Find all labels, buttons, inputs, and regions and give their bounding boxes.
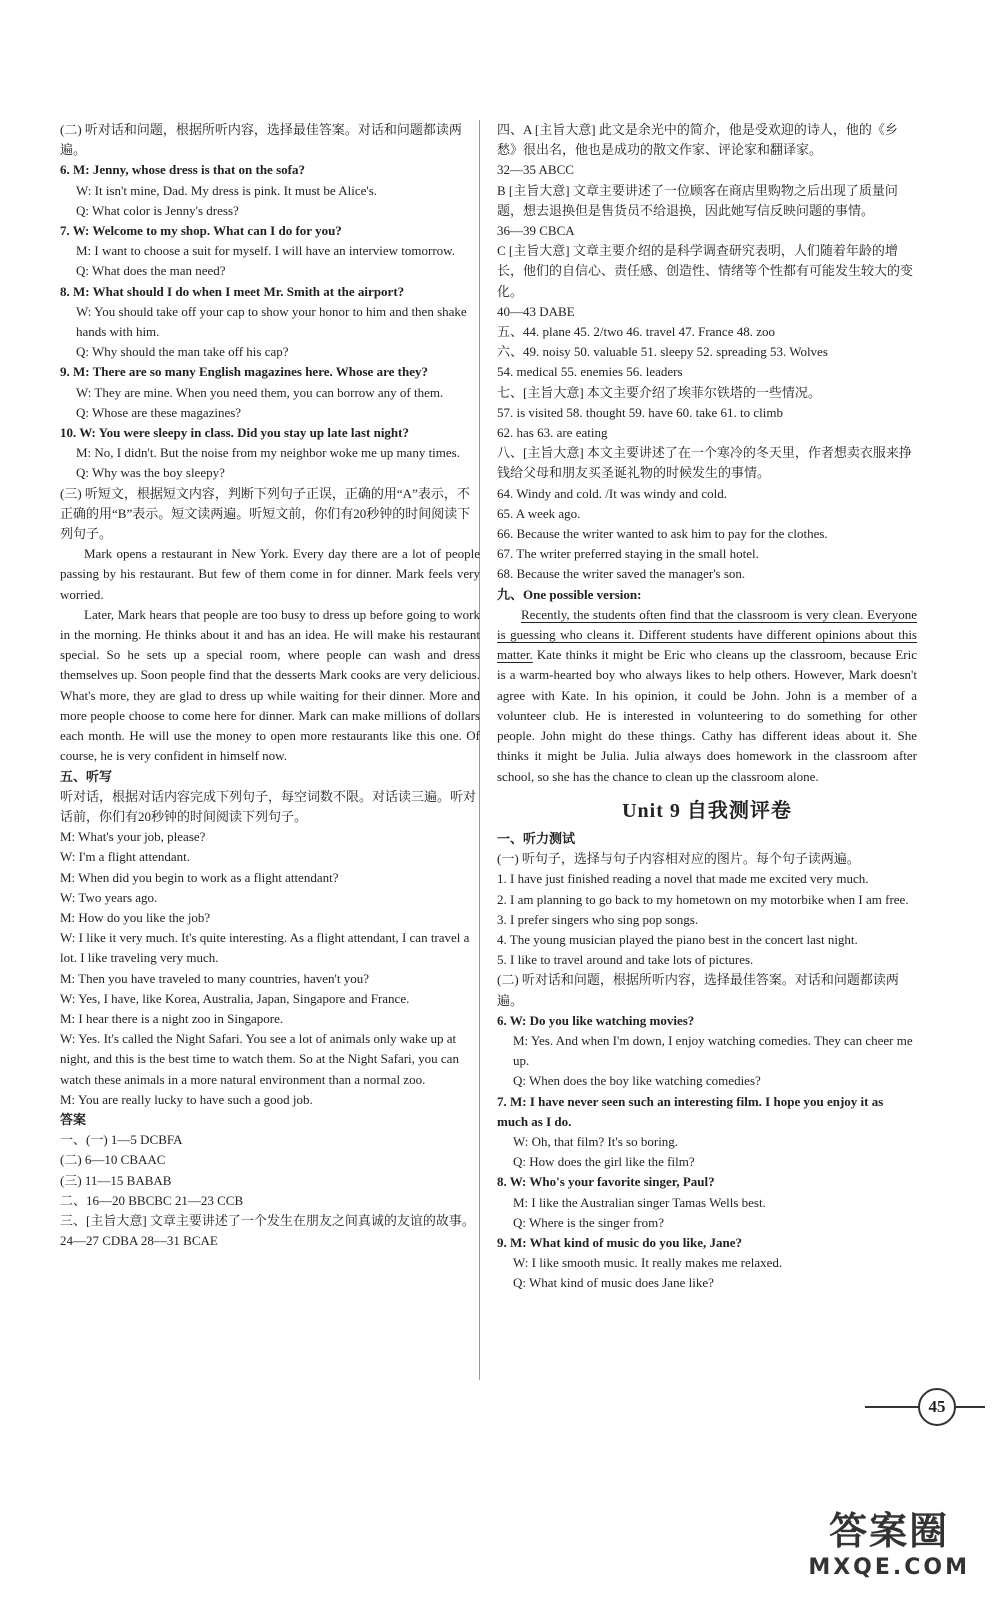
question-8: 8. W: Who's your favorite singer, Paul? M: I like the Australian singer Tamas Wells best. Q: Where is the singer from? — [497, 1174, 766, 1230]
section-5-desc: 听对话，根据对话内容完成下列句子，每空词数不限。对话读三遍。听对话前，你们有20秒钟的时间阅读下列句子。 — [60, 788, 477, 824]
watermark-logo — [808, 1500, 970, 1580]
listening-title: 一、听力测试 — [497, 830, 576, 846]
left-column — [60, 120, 480, 1251]
section-2-title: (二) 听对话和问题，根据所听内容，选择最佳答案。对话和问题都读两遍。 — [60, 122, 462, 158]
answers: 一、(一) 1—5 DCBFA (二) 6—10 CBAAC (三) 11—15 BABAB 二、16—20 BBCBC 21—23 CCB 三、[主旨大意] 文章主要讲述了一个发生在朋友之间真诚的友谊的故事。 24—27 CDBA 28—31 BCAE — [60, 1132, 475, 1249]
answer-lines: 四、A [主旨大意] 此文是余光中的简介，他是受欢迎的诗人，他的《乡愁》很出名，他也是成功的散文作家、评论家和翻译家。 32—35 ABCC B [主旨大意] 文章主要讲述了一位顾客在商店里购物之后出现了质量问题，想去退换但是售货员不给退换，因此她写信反映问题的事情。 36—39 CBCA C [主旨大意] 文章主要介绍的是科学调查研究表明，人们随着年龄的增长，他们的自信心、责任感、创造性、情绪等个性都有可能发生较大的变化。 40—43 DABE 五、44. plane 45. 2/two 46. travel 47. France 48. zoo 六、49. noisy 50. valuable 51. sleepy 52. spreading 53. Wolves 54. medical 55. enemies 56. leaders 七、[主旨大意] 本文主要介绍了埃菲尔铁塔的一些情况。 57. is visited 58. thought 59. have 60. take 61. to climb 62. has 63. are eating 八、[主旨大意] 本文主要讲述了在一个寒冷的冬天里，作者想卖衣服来挣钱给父母和朋友买圣诞礼物的时候发生的事情。 64. Windy and cold. /It was windy and cold. 65. A week ago. 66. Because the writer wanted to ask him to pay for the clothes. 67. The writer preferred staying in the small hotel. 68. Because the writer saved the manager's son. 九、One possible version: — [497, 122, 914, 602]
question-9: 9. M: What kind of music do you like, Jane? W: I like smooth music. It really makes me relaxed. Q: What kind of music does Jane like? — [497, 1234, 783, 1291]
essay-underlined: Recently, the students often find that the classroom is very clean. Everyone is guessing who cleans it. Different students have different opinions about this matter. — [497, 606, 917, 663]
question-6: 6. M: Jenny, whose dress is that on the sofa? W: It isn't mine, Dad. My dress is pink. It must be Alice's. Q: What color is Jenny's dress? — [60, 162, 378, 218]
passage-paragraph: Later, Mark hears that people are too busy to dress up before going to work in the morning. He thinks about it and has an idea. He will make his restaurant special. So he sets up a special room, where people can wash and dress themselves up. Soon people find that the desserts Mark cooks are very delicious. What's more, they are glad to dress up while waiting for their dinner. More and more people choose to come here for dinner. Mark can make millions of dollars each month. He will use the money to open more restaurants like this one. Of course, he is very confident in himself now. — [60, 606, 480, 764]
question-6: 6. W: Do you like watching movies? M: Yes. And when I'm down, I enjoy watching comedies. They can cheer me up. Q: When does the boy like watching comedies? — [497, 1012, 913, 1089]
sentences: 1. I have just finished reading a novel that made me excited very much. 2. I am planning to go back to my hometown on my motorbike when I am free. 3. I prefer singers who sing pop songs. 4. The young musician played the piano best in the concert last night. 5. I like to travel around and take lots of pictures. — [497, 871, 909, 968]
essay-rest: Kate thinks it might be Eric who cleans up the classroom, because Eric is a warm-hearted boy who always likes to help others. However, Mark doesn't agree with Kate. In his opinion, it could be John. John is a member of a volunteer club. He is interested in volunteering to do something for other people. John might do these things. Cathy has different ideas about it. She thinks it might be Julia. Julia always does homework in the classroom after school, so she has the chance to clean up the classroom alone. — [497, 647, 917, 784]
section-5-title: 五、听写 — [60, 768, 113, 784]
page-number: 45 — [918, 1388, 956, 1426]
dialog: M: What's your job, please? W: I'm a flight attendant. M: When did you begin to work as a flight attendant? W: Two years ago. M: How do you like the job? W: I like it very much. It's quite interesting. As a flight attendant, I can travel a lot. I like traveling very much. M: Then you have traveled to many countries, haven't you? W: Yes, I have, like Korea, Australia, Japan, Singapore and France. M: I hear there is a night zoo in Singapore. W: Yes. It's called the Night Safari. You see a lot of animals only wake up at night, and this is the best time to watch them. So at the Night Safari, you can watch these animals in a more natural environment than a normal zoo. M: You are really lucky to have such a good job. — [60, 829, 470, 1107]
question-7: 7. M: I have never seen such an interesting film. I hope you enjoy it as much as I do. W: Oh, that film? It's so boring. Q: How does the girl like the film? — [497, 1093, 884, 1170]
answers-title: 答案 — [60, 1111, 87, 1127]
question-7: 7. W: Welcome to my shop. What can I do for you? M: I want to choose a suit for myself. I will have an interview tomorrow. Q: What does the man need? — [60, 223, 455, 279]
listening-section-2: (二) 听对话和问题，根据所听内容，选择最佳答案。对话和问题都读两遍。 — [497, 972, 899, 1008]
essay — [497, 605, 917, 787]
right-column — [497, 120, 917, 1294]
unit-title: Unit 9 自我测评卷 — [622, 799, 792, 822]
question-8: 8. M: What should I do when I meet Mr. Smith at the airport? W: You should take off your cap to show your honor to him and then shake hands with him. Q: Why should the man take off his cap? — [60, 283, 467, 360]
listening-section-1: (一) 听句子，选择与句子内容相对应的图片。每个句子读两遍。 — [497, 851, 860, 867]
section-3-title: (三) 听短文，根据短文内容，判断下列句子正误，正确的用“A”表示，不正确的用“B”表示。短文读两遍。听短文前，你们有20秒钟的时间阅读下列句子。 — [60, 485, 471, 542]
watermark-en: MXQE.COM — [808, 1555, 970, 1580]
question-9: 9. M: There are so many English magazines here. Whose are they? W: They are mine. When you need them, you can borrow any of them. Q: Whose are these magazines? — [60, 364, 444, 420]
watermark-cn: 答案圈 — [829, 1509, 950, 1553]
passage-paragraph: Mark opens a restaurant in New York. Every day there are a lot of people passing by his restaurant. But few of them come in for dinner. Mark feels very worried. — [60, 546, 480, 602]
question-10: 10. W: You were sleepy in class. Did you stay up late last night? M: No, I didn't. But the noise from my neighbor woke me up many times. Q: Why was the boy sleepy? — [60, 425, 460, 481]
